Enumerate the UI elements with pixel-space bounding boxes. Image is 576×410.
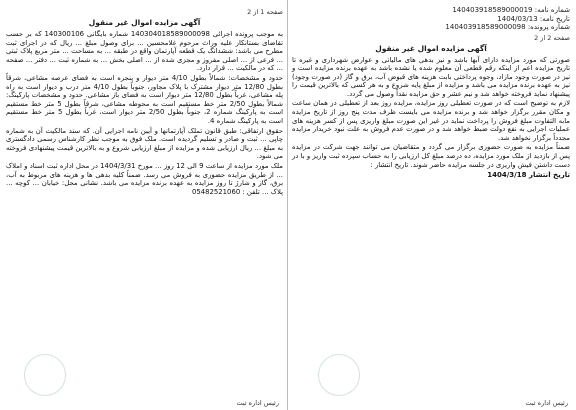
- page-title: آگهی مزایده اموال غیر منقول: [375, 43, 487, 53]
- right-page: [288, 0, 576, 410]
- paragraph: حدود و مشخصات: شمالاً بطول 4/10 متر دیوار و پنجره است به فضای عرصه مشاعی، شرقاً بطول 12/80 متر دیوار مشترک با پلاک مجاور، جنوباً بطول 4/10 متر درب و دیوار است به راه پله مشاعی، غرباً بطول 12/80 متر دیوار است به فضای باز مشاعی. حدود و مشخصات پارکینگ: شمالاً بطول 2/50 متر خط مستقیم است به محوطه مشاعی، شرقاً بطول 5 متر خط مستقیم است به پارکینگ شماره 2، جنوباً بطول 2/50 متر دیوار است، غرباً بطول 5 متر خط مستقیم است به پارکینگ شماره 4.: [6, 73, 284, 125]
- signature-footer: رئیس اداره ثبت: [236, 399, 279, 407]
- notice-body: [6, 30, 283, 196]
- meta-row-tracking: [292, 6, 570, 15]
- file-label: شماره پرونده:: [527, 23, 570, 31]
- paragraph: ملک مورد مزایده از ساعت 9 الی 12 روز ... مورخ 1404/3/31 در محل اداره ثبت اسناد و املاک ... از طریق مزایده حضوری به فروش می رسد. ضمناً کلیه بدهی ها و هزینه های مربوط به آب، برق، گاز و شارژ تا روز مزایده به عهده برنده مزایده می باشد. نشانی محل: خیابان ... کوچه ... پلاک ... تلفن : 05482521060: [6, 161, 283, 196]
- notice-body: [292, 56, 570, 180]
- file-value: 140403918589000098: [445, 23, 526, 31]
- meta-row-file: [292, 23, 570, 32]
- tracking-label: شماره نامه:: [534, 6, 570, 14]
- signature-footer: رئیس اداره ثبت: [525, 399, 568, 407]
- paragraph: صورتی که مورد مزایده دارای آبها باشد و نیز بدهی های مالیاتی و عوارض شهرداری و غیره تا تاریخ مزایده اعم از اینکه رقم قطعی آن معلوم شده یا نشده باشد به عهده برنده مزایده است و نیز در صورت وجود مازاد، وجوه پرداختی بابت هزینه های قبوض آب، برق و گاز (در صورت وجود) نیز به عهده برنده مزایده می باشد و مزایده از مبلغ پایه شروع و به هر کسی که بالاترین قیمت را پیشنهاد نماید فروخته خواهد شد و نیم عشر و حق مزایده نقداً وصول می گردد.: [292, 55, 570, 98]
- paragraph: ضمناً مزایده به صورت حضوری برگزار می گردد و متقاضیان می توانند جهت شرکت در مزایده پس از بازدید از ملک مورد مزایده، ده درصد مبلغ کل ارزیابی را به حساب سپرده ثبت واریز و با در دست داشتن فیش واریزی در جلسه مزایده حاضر شوند. تاریخ انتشار :: [292, 143, 570, 169]
- paragraph: حقوق ارتفاقی: طبق قانون تملک آپارتمانها و آیین نامه اجرایی آن. که سند مالکیت آن به شماره چاپی ... ثبت و صادر و تسلیم گردیده است. ملک فوق به موجب نظر کارشناس رسمی دادگستری به مبلغ ... ریال ارزیابی شده و مزایده از مبلغ ارزیابی شروع و به بالاترین قیمت پیشنهادی فروخته می شود.: [6, 126, 283, 161]
- document-meta: [292, 6, 570, 32]
- stamp-icon: [24, 354, 66, 396]
- page-title: آگهی مزایده اموال غیر منقول: [88, 18, 201, 27]
- meta-row-date: [292, 15, 570, 24]
- date-label: تاریخ نامه:: [539, 14, 570, 23]
- paragraph: به موجب پرونده اجرائی 140304018589000098 شماره بایگانی 140300106 که بر حسب تقاضای بستانکار علیه وراث مرحوم غلامحسین ... برای وصول مبلغ ... ریال که در اجرای ثبت مطرح می باشد: ششدانگ یک قطعه آپارتمان واقع در طبقه ... به مساحت ... متر مربع پلاک ثبتی ... فرعی از ... اصلی مفروز و مجزی شده از ... اصلی بخش ... به شماره ثبت ... دفتر ... صفحه ... که در مالکیت ... قرار دارد.: [6, 30, 283, 73]
- page-number: صفحه 2 از 2: [534, 33, 570, 42]
- paragraph: لازم به توضیح است که در صورت تعطیلی روز مزایده، مزایده روز بعد از تعطیلی در همان ساعت و مکان مقرر برگزار خواهد شد و برنده مزایده می بایست ظرف مدت پنج روز از تاریخ مزایده مابه التفاوت مبلغ فروش را پرداخت نماید در غیر این صورت مبلغ واریزی پس از کسر هزینه های عملیات اجرایی به نفع دولت ضبط خواهد شد و در صورت عدم فروش به علت نبود خریدار مزایده مجدداً برگزار نخواهد شد.: [292, 99, 570, 142]
- stamp-icon: [318, 354, 360, 396]
- publish-date: تاریخ انتشار 1404/3/18: [487, 171, 570, 180]
- tracking-value: 140403918589000019: [452, 6, 533, 14]
- page-number: صفحه 1 از 2: [247, 8, 283, 16]
- date-value: 1404/03/13: [497, 14, 538, 23]
